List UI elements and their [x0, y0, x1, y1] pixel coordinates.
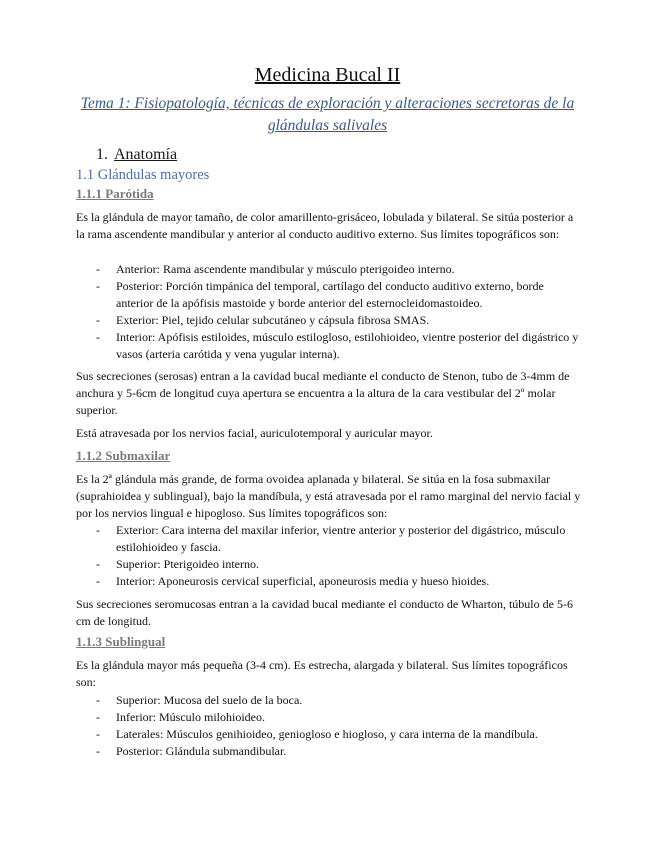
dash-bullet: - [96, 557, 100, 571]
list-item [76, 261, 581, 278]
list-item [76, 692, 581, 709]
list-item-text: Superior: Mucosa del suelo de la boca. [116, 693, 303, 707]
list-item [76, 726, 581, 743]
heading-submaxilar: 1.1.2 Submaxilar [76, 448, 171, 463]
list-item-text: Anterior: Rama ascendente mandibular y músculo pterigoideo interno. [116, 262, 455, 276]
list-item-text: Interior: Apófisis estiloides, músculo estilogloso, estilohioideo, vientre posterior del digástrico y vasos (arteria carótida y vena yugular interna). [116, 330, 579, 361]
heading-parotida: 1.1.1 Parótida [76, 186, 154, 201]
parotida-nerves: Está atravesada por los nervios facial, auriculotemporal y auricular mayor. [76, 426, 433, 440]
dash-bullet: - [96, 330, 100, 344]
list-item [76, 556, 581, 573]
dash-bullet: - [96, 262, 100, 276]
heading-sublingual: 1.1.3 Sublingual [76, 634, 166, 649]
subsection-heading-glandulas: 1.1 Glándulas mayores [76, 167, 210, 183]
sublingual-limits-list [76, 692, 581, 760]
list-item-text: Interior: Aponeurosis cervical superficial, aponeurosis media y hueso hioides. [116, 574, 490, 588]
dash-bullet: - [96, 313, 100, 327]
list-item [76, 573, 581, 590]
dash-bullet: - [96, 693, 100, 707]
list-item [76, 312, 581, 329]
list-item-text: Inferior: Músculo milohioideo. [116, 710, 265, 724]
dash-bullet: - [96, 523, 100, 537]
list-item [76, 278, 581, 312]
submaxilar-limits-list [76, 522, 581, 590]
list-item-text: Exterior: Cara interna del maxilar inferior, vientre anterior y posterior del digástrico, músculo estilohioideo y fascia. [116, 523, 566, 554]
submaxilar-secretions: Sus secreciones seromucosas entran a la cavidad bucal mediante el conducto de Wharton, túbulo de 5-6 cm de longitud. [76, 597, 573, 628]
list-item [76, 329, 581, 363]
section-heading-anatomia [96, 146, 177, 164]
section-label: Anatomía [114, 146, 178, 163]
list-item [76, 709, 581, 726]
dash-bullet: - [96, 727, 100, 741]
sublingual-intro: Es la glándula mayor más pequeña (3-4 cm). Es estrecha, alargada y bilateral. Sus límites topográficos son: [76, 658, 568, 689]
parotida-secretions: Sus secreciones (serosas) entran a la cavidad bucal mediante el conducto de Stenon, tubo de 3-4mm de anchura y 5-6cm de longitud cuya apertura se encuentra a la altura de la cara vestibular del 2º molar superior. [76, 369, 570, 417]
list-item [76, 743, 581, 760]
list-item-text: Posterior: Glándula submandibular. [116, 744, 287, 758]
parotida-limits-list [76, 261, 581, 363]
dash-bullet: - [96, 744, 100, 758]
dash-bullet: - [96, 710, 100, 724]
list-item-text: Laterales: Músculos genihioideo, geniogloso e hiogloso, y cara interna de la mandíbula. [116, 727, 538, 741]
dash-bullet: - [96, 279, 100, 293]
dash-bullet: - [96, 574, 100, 588]
section-number: 1. [96, 146, 108, 163]
list-item [76, 522, 581, 556]
document-title: Medicina Bucal II [254, 64, 401, 86]
parotida-intro: Es la glándula de mayor tamaño, de color amarillento-grisáceo, lobulada y bilateral. Se sitúa posterior a la rama ascendente mandibular y anterior al conducto auditivo externo. Sus límites topográficos son: [76, 210, 574, 241]
document-subtitle: Tema 1: Fisiopatología, técnicas de exploración y alteraciones secretoras de la glándulas salivales [80, 95, 575, 134]
list-item-text: Superior: Pterigoideo interno. [116, 557, 259, 571]
list-item-text: Posterior: Porción timpánica del temporal, cartílago del conducto auditivo externo, borde anterior de la apófisis mastoide y borde anterior del esternocleidomastoideo. [116, 279, 544, 310]
submaxilar-intro: Es la 2ª glándula más grande, de forma ovoidea aplanada y bilateral. Se sitúa en la fosa submaxilar (suprahioidea y sublingual), bajo la mandíbula, y está atravesada por el ramo marginal del nervio facial y por los nervios lingual e hipogloso. Sus límites topográficos son: [76, 472, 581, 520]
list-item-text: Exterior: Piel, tejido celular subcutáneo y cápsula fibrosa SMAS. [116, 313, 430, 327]
